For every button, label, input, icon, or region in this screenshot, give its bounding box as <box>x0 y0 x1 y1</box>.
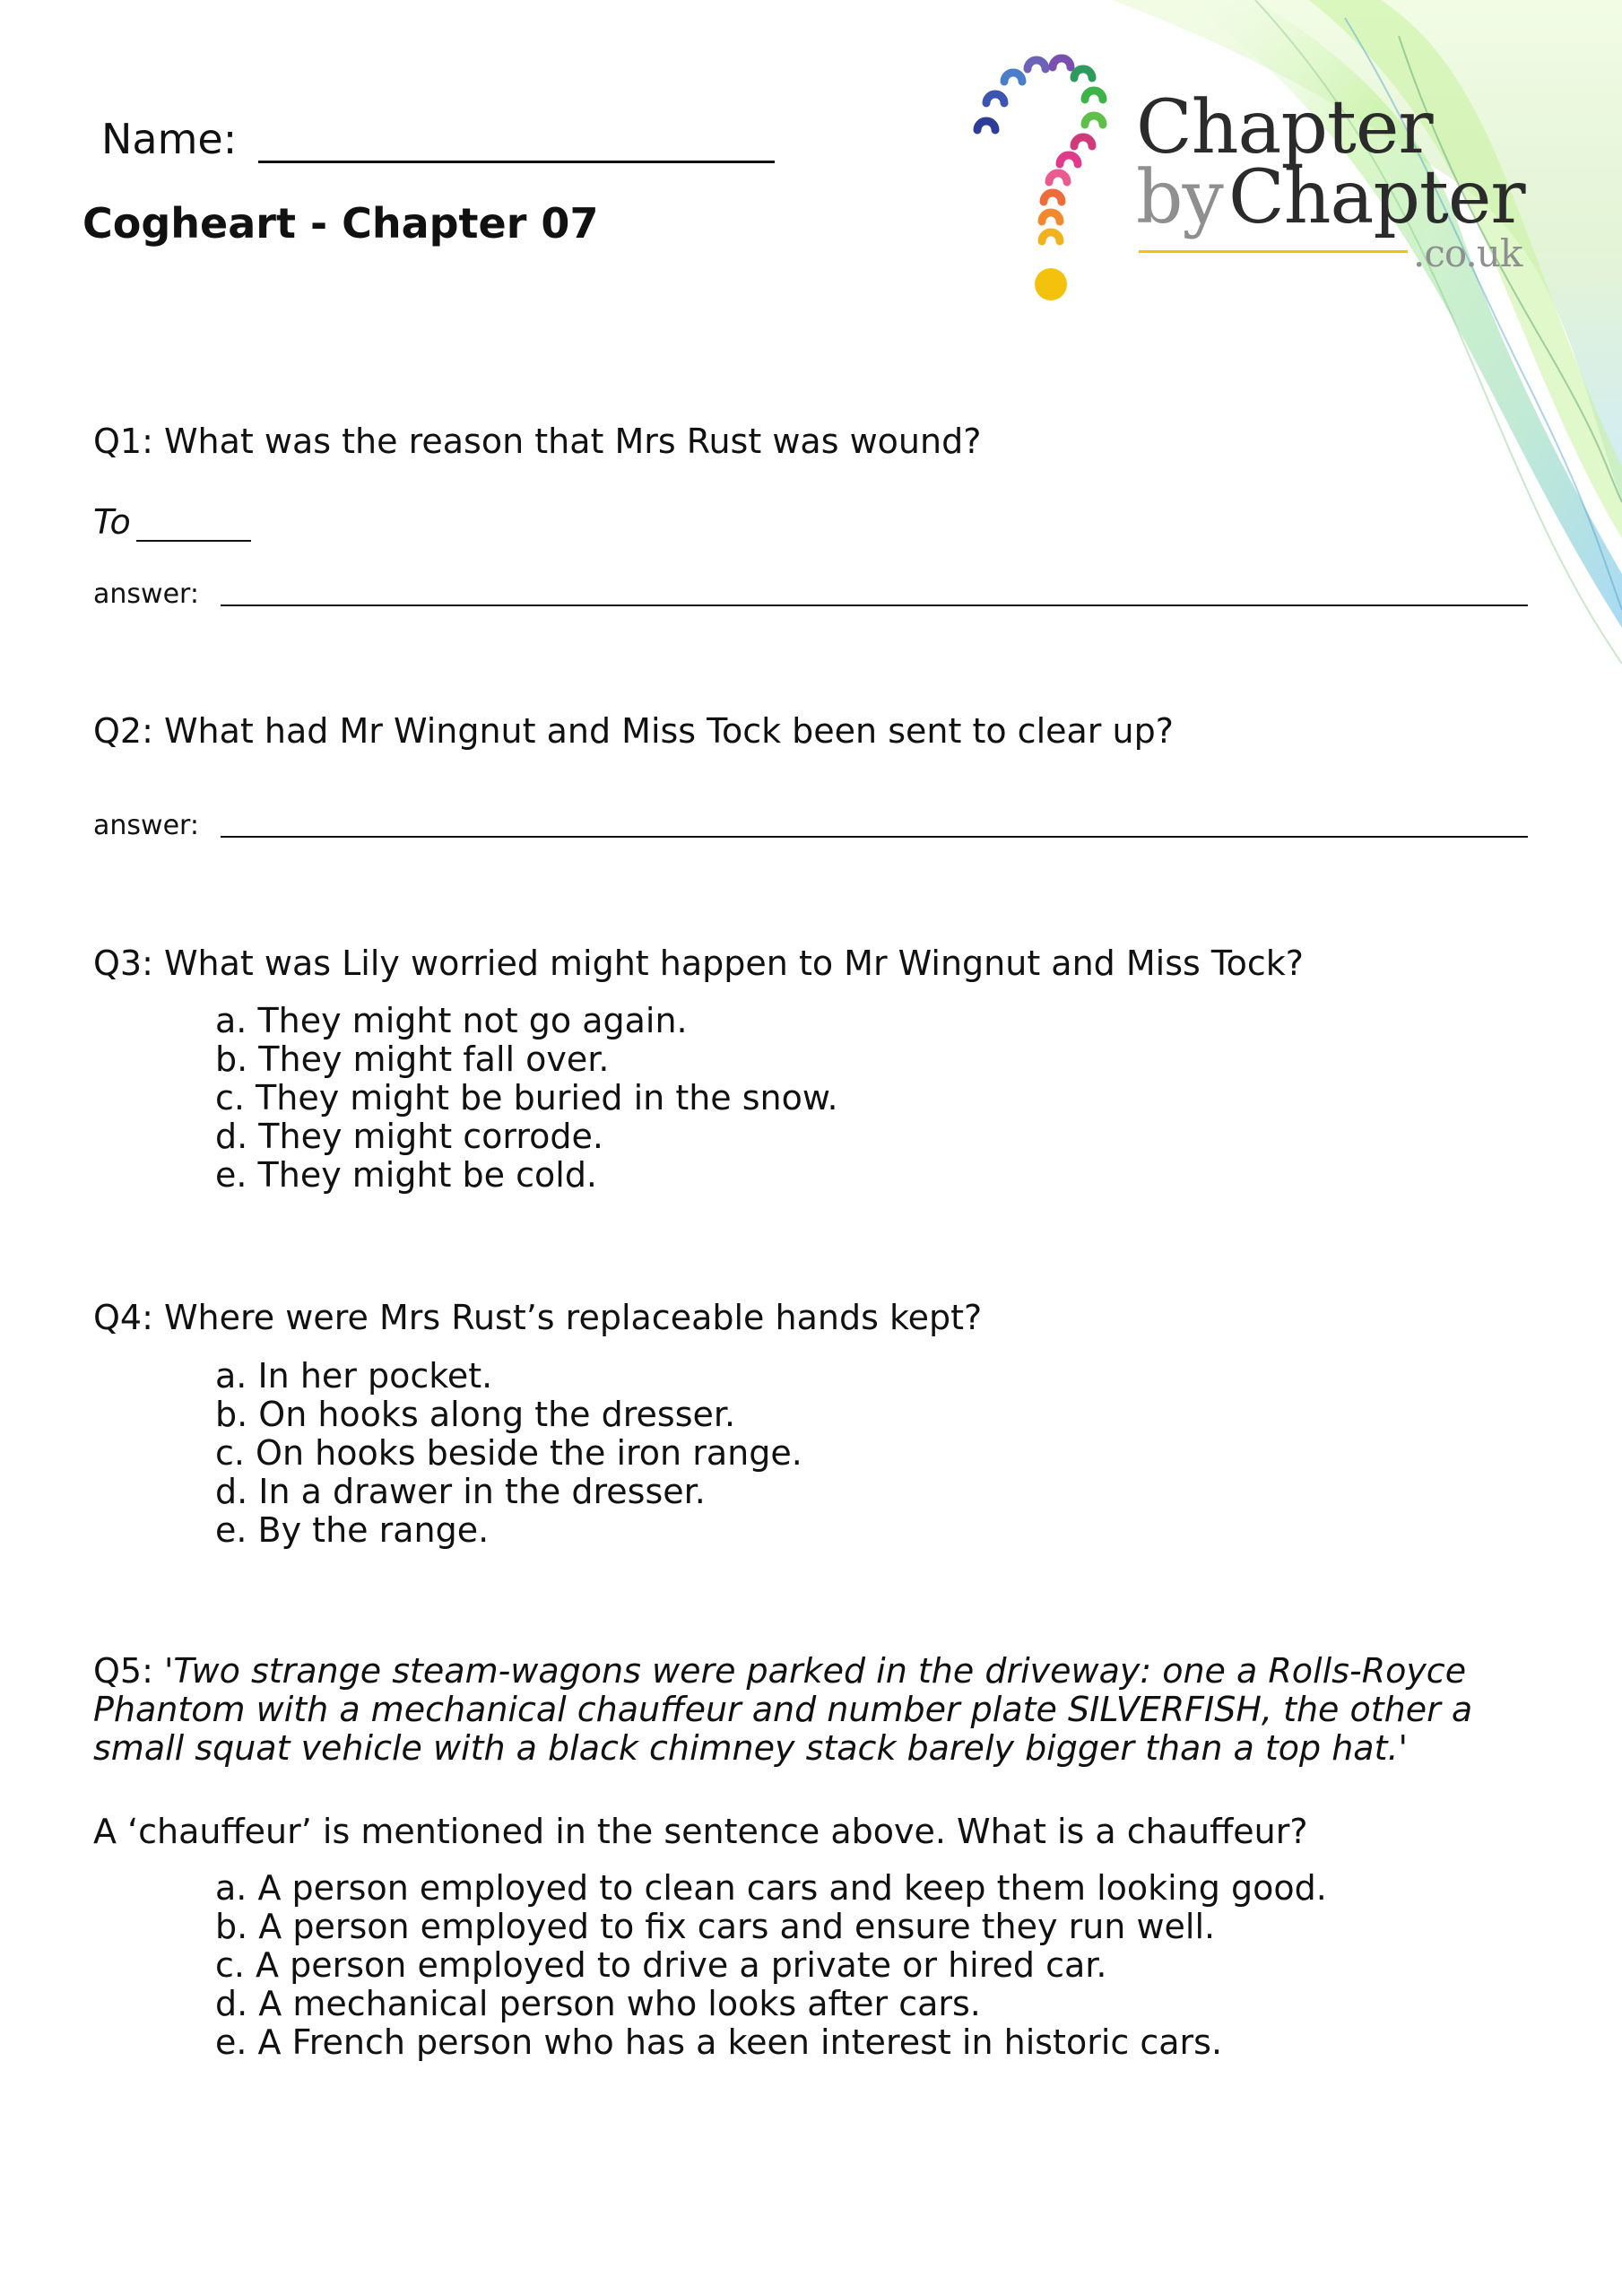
question-1-prompt-text: To <box>93 502 131 542</box>
question-5-option-a[interactable]: a. A person employed to clean cars and keep them looking good. <box>215 1868 1327 1908</box>
logo-text-chapter-second: Chapter <box>1228 155 1525 240</box>
question-1-answer-row <box>93 578 1528 610</box>
question-5-quote-text: 'Two strange steam-wagons were parked in the driveway: one a Rolls-Royce Phantom with a mechanical chauffeur and number plate SILVERFISH, the other a small squat vehicle with a black chimney stack barely bigger than a top hat.' <box>93 1651 1473 1768</box>
logo-text-chapter: Chapter <box>1136 85 1433 170</box>
question-5-option-c[interactable]: c. A person employed to drive a private or hired car. <box>215 1945 1107 1985</box>
question-4-option-a[interactable]: a. In her pocket. <box>215 1356 493 1396</box>
page-title: Cogheart - Chapter 07 <box>82 199 599 248</box>
question-2-answer-label: answer: <box>93 810 199 841</box>
question-3-option-a[interactable]: a. They might not go again. <box>215 1001 688 1040</box>
logo-text-by: by <box>1136 155 1223 240</box>
question-4-options <box>215 1357 802 1550</box>
question-5-quote <box>93 1652 1528 1768</box>
question-1-prompt <box>93 502 251 542</box>
question-1-prompt-blank[interactable] <box>136 504 251 542</box>
question-5-option-e[interactable]: e. A French person who has a keen interest in historic cars. <box>215 2022 1223 2062</box>
question-3-option-e[interactable]: e. They might be cold. <box>215 1155 598 1195</box>
logo-underline <box>1139 250 1408 253</box>
chapter-by-chapter-logo <box>959 49 1542 318</box>
question-5-options <box>215 1869 1327 2062</box>
logo-text-domain: .co.uk <box>1413 231 1522 275</box>
name-write-line[interactable] <box>258 117 775 163</box>
question-4-option-d[interactable]: d. In a drawer in the dresser. <box>215 1472 706 1511</box>
question-3-option-c[interactable]: c. They might be buried in the snow. <box>215 1078 838 1118</box>
question-2-answer-line[interactable] <box>221 836 1528 838</box>
question-1-answer-label: answer: <box>93 578 199 610</box>
question-5-label: Q5: <box>93 1651 153 1691</box>
question-3-options <box>215 1002 838 1195</box>
name-label: Name: <box>101 115 238 163</box>
question-4: Q4: Where were Mrs Rust’s replaceable hands kept? <box>93 1298 983 1337</box>
question-1: Q1: What was the reason that Mrs Rust was wound? <box>93 422 982 461</box>
question-4-option-b[interactable]: b. On hooks along the dresser. <box>215 1395 736 1434</box>
question-5-option-d[interactable]: d. A mechanical person who looks after cars. <box>215 1984 981 2023</box>
question-5: A ‘chauffeur’ is mentioned in the sentence above. What is a chauffeur? <box>93 1812 1308 1851</box>
question-2-answer-row <box>93 810 1528 841</box>
question-3: Q3: What was Lily worried might happen to Mr Wingnut and Miss Tock? <box>93 944 1304 983</box>
question-3-option-b[interactable]: b. They might fall over. <box>215 1039 610 1079</box>
question-5-option-b[interactable]: b. A person employed to fix cars and ensure they run well. <box>215 1907 1216 1946</box>
question-4-option-e[interactable]: e. By the range. <box>215 1510 490 1550</box>
question-3-option-d[interactable]: d. They might corrode. <box>215 1117 603 1156</box>
question-4-option-c[interactable]: c. On hooks beside the iron range. <box>215 1433 802 1473</box>
question-1-answer-line[interactable] <box>221 604 1528 606</box>
question-mark-of-books-icon <box>959 49 1139 318</box>
name-row <box>101 115 775 163</box>
question-2: Q2: What had Mr Wingnut and Miss Tock been sent to clear up? <box>93 711 1174 751</box>
